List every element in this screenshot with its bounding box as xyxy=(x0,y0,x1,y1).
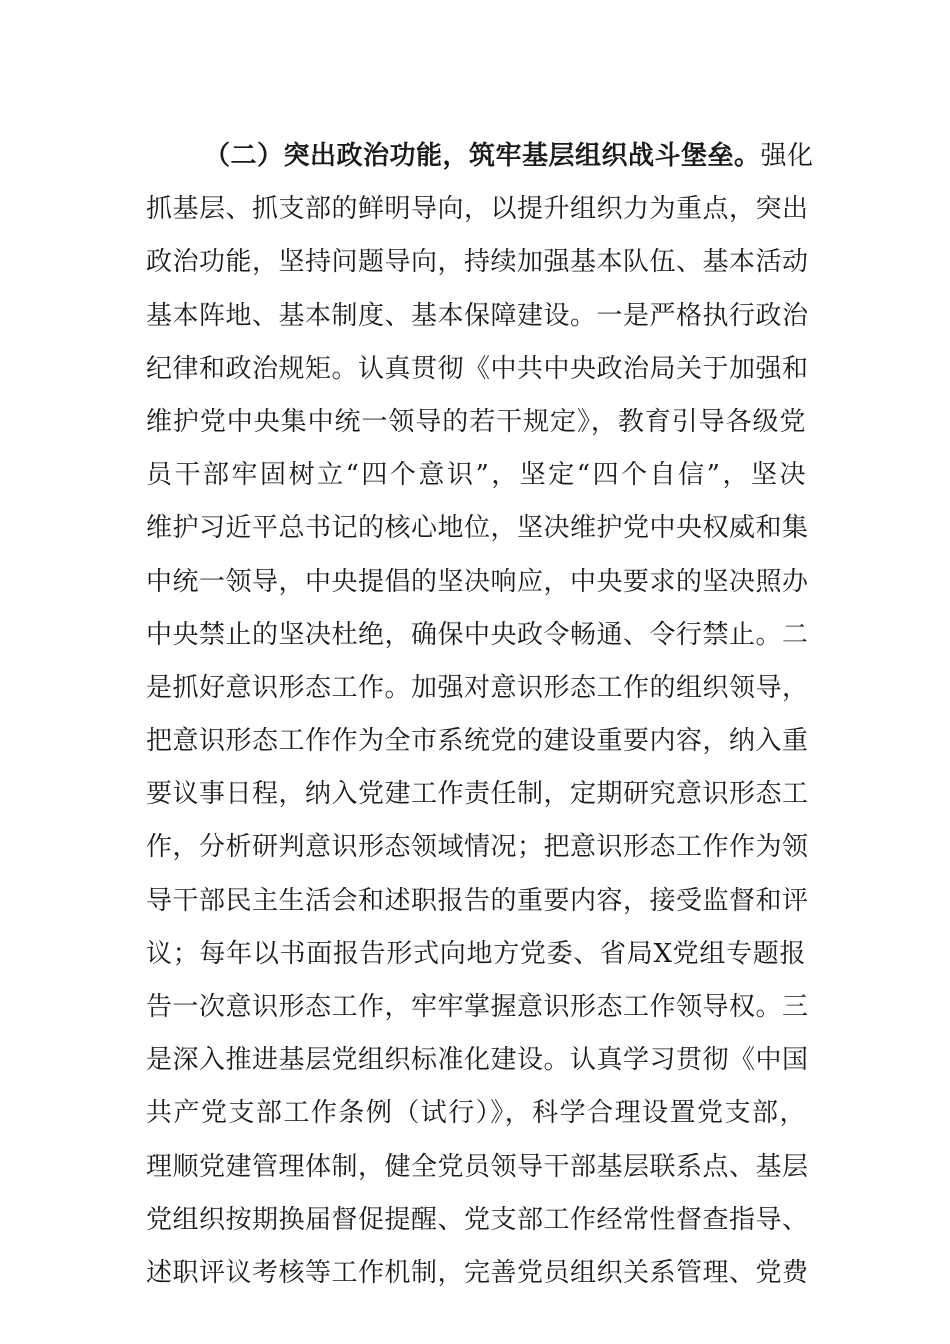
text-line: 员干部牢固树立“四个意识”，坚定“四个自信”，坚决 xyxy=(146,460,806,491)
body-paragraph xyxy=(146,130,814,1300)
text-line: 述职评议考核等工作机制，完善党员组织关系管理、党费 xyxy=(146,1257,809,1288)
text-line: 是深入推进基层党组织标准化建设。认真学习贯彻《中国 xyxy=(146,1045,809,1076)
text-line: 维护习近平总书记的核心地位，坚决维护党中央权威和集 xyxy=(146,513,809,544)
text-line: 把意识形态工作作为全市系统党的建设重要内容，纳入重 xyxy=(146,726,809,757)
section-heading: （二）突出政治功能，筑牢基层组织战斗堡垒。 xyxy=(204,141,761,171)
text-line: 党组织按期换届督促提醒、党支部工作经常性督查指导、 xyxy=(146,1204,809,1235)
first-line xyxy=(146,130,814,183)
text-line: 维护党中央集中统一领导的若干规定》，教育引导各级党 xyxy=(146,406,806,437)
text-line: 议；每年以书面报告形式向地方党委、省局X党组专题报 xyxy=(146,938,806,969)
text-line: 纪律和政治规矩。认真贯彻《中共中央政治局关于加强和 xyxy=(146,353,809,384)
text-line: 政治功能，坚持问题导向，持续加强基本队伍、基本活动 xyxy=(146,247,809,278)
text-line: 要议事日程，纳入党建工作责任制，定期研究意识形态工 xyxy=(146,779,809,810)
text-line: 导干部民主生活会和述职报告的重要内容，接受监督和评 xyxy=(146,885,809,916)
text-line: 基本阵地、基本制度、基本保障建设。一是严格执行政治 xyxy=(146,300,809,331)
text-line: 理顺党建管理体制，健全党员领导干部基层联系点、基层 xyxy=(146,1151,809,1182)
text-line: 作，分析研判意识形态领域情况；把意识形态工作作为领 xyxy=(146,832,809,863)
first-line-rest: 强化 xyxy=(760,141,814,171)
text-line: 中统一领导，中央提倡的坚决响应，中央要求的坚决照办 xyxy=(146,566,809,597)
text-line: 告一次意识形态工作，牢牢掌握意识形态工作领导权。三 xyxy=(146,992,809,1022)
text-line: 是抓好意识形态工作。加强对意识形态工作的组织领导， xyxy=(146,672,809,703)
text-line: 抓基层、抓支部的鲜明导向，以提升组织力为重点，突出 xyxy=(146,194,809,225)
text-line: 共产党支部工作条例（试行）》，科学合理设置党支部， xyxy=(146,1098,806,1129)
text-line: 中央禁止的坚决杜绝，确保中央政令畅通、令行禁止。二 xyxy=(146,619,809,650)
